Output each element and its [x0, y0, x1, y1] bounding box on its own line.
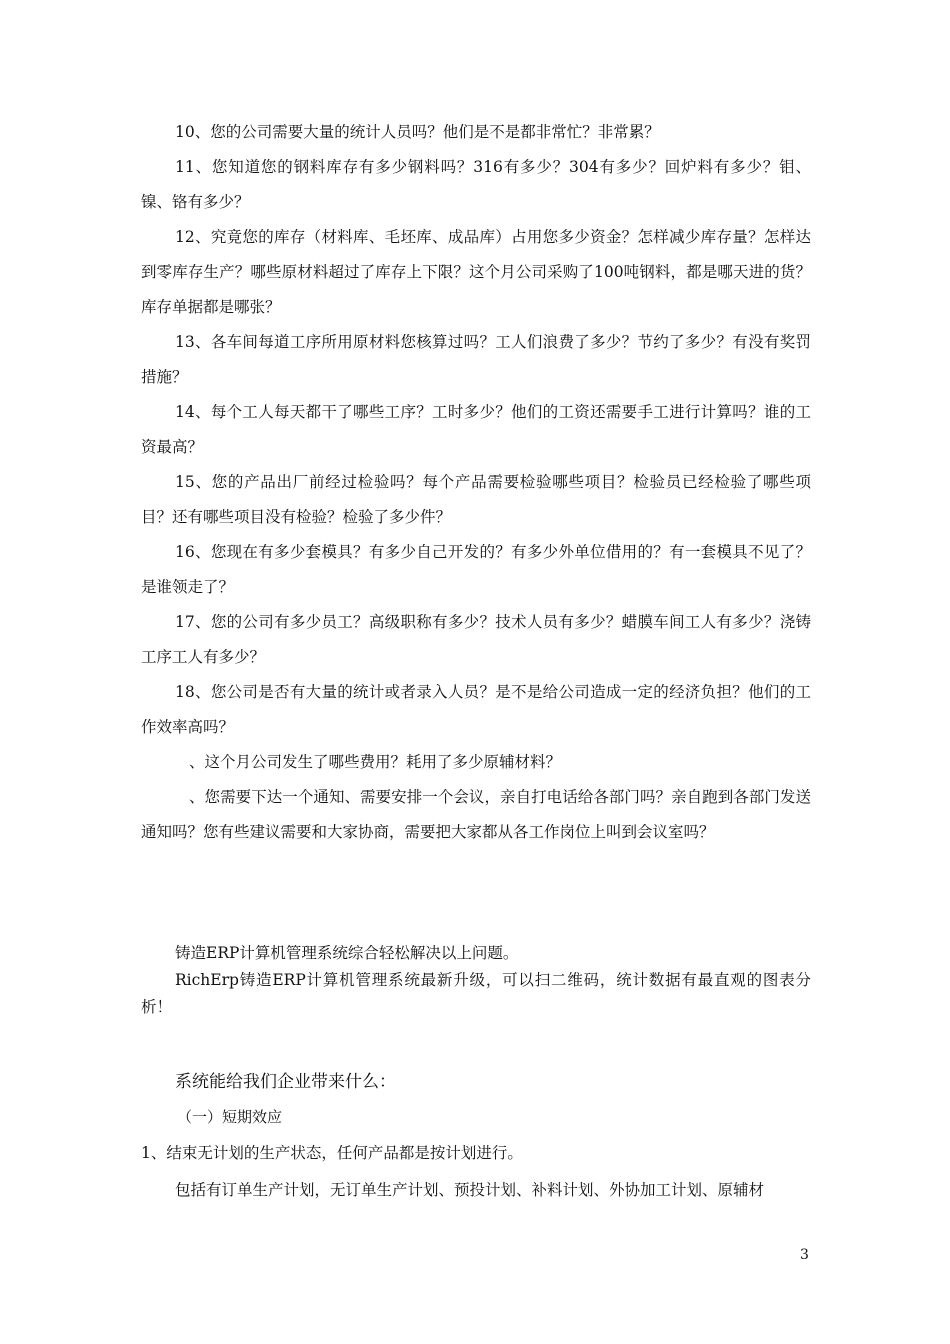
question-10: 10、您的公司需要大量的统计人员吗？他们是不是都非常忙？非常累？: [175, 123, 660, 141]
question-20: 、您需要下达一个通知、需要安排一个会议，亲自打电话给各部门吗？亲自跑到各部门发送通知吗？您有些建议需要和大家协商，需要把大家都从各工作岗位上叫到会议室吗？: [141, 788, 811, 841]
solution-line-2: RichErp铸造ERP计算机管理系统最新升级，可以扫二维码，统计数据有最直观的图表分析！: [141, 971, 811, 1016]
question-16: 16、您现在有多少套模具？有多少自己开发的？有多少外单位借用的？有一套模具不见了？是谁领走了？: [141, 543, 811, 596]
benefit-item-1: 1、结束无计划的生产状态，任何产品都是按计划进行。: [141, 1144, 523, 1162]
question-11: 11、您知道您的钢料库存有多少钢料吗？316有多少？304有多少？回炉料有多少？钼、镍、铬有多少？: [141, 158, 811, 211]
question-17: 17、您的公司有多少员工？高级职称有多少？技术人员有多少？蜡膜车间工人有多少？浇铸工序工人有多少？: [141, 613, 811, 666]
question-15: 15、您的产品出厂前经过检验吗？每个产品需要检验哪些项目？检验员已经检验了哪些项目？还有哪些项目没有检验？检验了多少件？: [141, 473, 811, 526]
solution-line-1: 铸造ERP计算机管理系统综合轻松解决以上问题。: [175, 944, 519, 962]
question-12: 12、究竟您的库存（材料库、毛坯库、成品库）占用您多少资金？怎样减少库存量？怎样达到零库存生产？哪些原材料超过了库存上下限？这个月公司采购了100吨钢料，都是哪天进的货？库存单据都是哪张？: [141, 228, 811, 316]
question-19: 、这个月公司发生了哪些费用？耗用了多少原辅材料？: [189, 753, 562, 771]
question-13: 13、各车间每道工序所用原材料您核算过吗？工人们浪费了多少？节约了多少？有没有奖罚措施？: [141, 333, 811, 386]
benefits-section: [141, 1064, 811, 1208]
benefits-subheading: （一）短期效应: [177, 1108, 283, 1126]
question-18: 18、您公司是否有大量的统计或者录入人员？是不是给公司造成一定的经济负担？他们的工作效率高吗？: [141, 683, 811, 736]
benefits-heading: 系统能给我们企业带来什么：: [175, 1072, 396, 1092]
question-list: [141, 115, 811, 850]
page-number: 3: [800, 1247, 809, 1263]
question-14: 14、每个工人每天都干了哪些工序？工时多少？他们的工资还需要手工进行计算吗？谁的工资最高？: [141, 403, 811, 456]
benefit-item-1-detail: 包括有订单生产计划，无订单生产计划、预投计划、补料计划、外协加工计划、原辅材: [175, 1181, 765, 1199]
solution-intro: [141, 940, 811, 1021]
